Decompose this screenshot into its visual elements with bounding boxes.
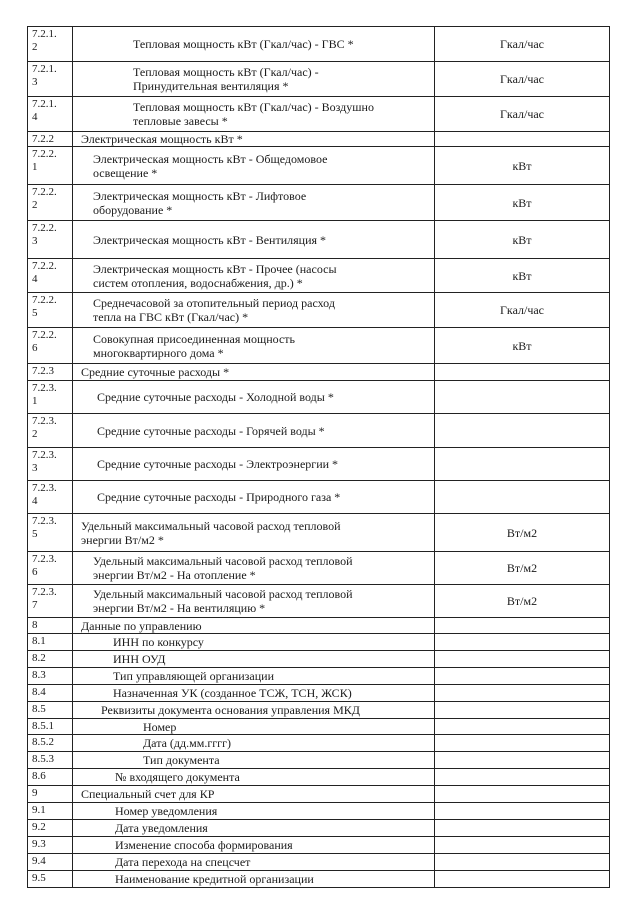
- row-unit: кВт: [435, 185, 610, 221]
- table-row: [28, 448, 610, 481]
- row-name: Средние суточные расходы - Холодной воды *: [73, 381, 435, 414]
- table-row: [28, 364, 610, 381]
- row-number: 9: [28, 786, 73, 803]
- row-unit: [435, 786, 610, 803]
- row-unit: кВт: [435, 147, 610, 185]
- table-row: [28, 871, 610, 888]
- table-row: [28, 837, 610, 854]
- row-unit: [435, 803, 610, 820]
- row-name: Дата перехода на спецсчет: [73, 854, 435, 871]
- row-name: Реквизиты документа основания управления МКД: [73, 702, 435, 719]
- row-name: Средние суточные расходы - Природного газа *: [73, 481, 435, 514]
- table-row: [28, 752, 610, 769]
- table-row: [28, 685, 610, 702]
- parameters-table: [27, 26, 610, 888]
- row-unit: [435, 854, 610, 871]
- row-number: 8.6: [28, 769, 73, 786]
- row-name: Электрическая мощность кВт - Прочее (насосы систем отопления, водоснабжения, др.) *: [73, 259, 435, 293]
- table-row: [28, 634, 610, 651]
- row-number: 7.2.2. 1: [28, 147, 73, 185]
- row-name: Тепловая мощность кВт (Гкал/час) - Воздушно тепловые завесы *: [73, 97, 435, 132]
- table-row: [28, 786, 610, 803]
- row-unit: [435, 381, 610, 414]
- row-number: 8.5.3: [28, 752, 73, 769]
- row-name: Специальный счет для КР: [73, 786, 435, 803]
- table-row: [28, 702, 610, 719]
- row-unit: Вт/м2: [435, 585, 610, 618]
- row-unit: кВт: [435, 221, 610, 259]
- row-number: 8.5.1: [28, 719, 73, 735]
- row-number: 8.3: [28, 668, 73, 685]
- table-row: [28, 803, 610, 820]
- row-unit: [435, 837, 610, 854]
- row-name: ИНН по конкурсу: [73, 634, 435, 651]
- row-number: 8.5: [28, 702, 73, 719]
- table-row: [28, 147, 610, 185]
- row-number: 9.5: [28, 871, 73, 888]
- row-number: 7.2.3. 4: [28, 481, 73, 514]
- row-unit: [435, 634, 610, 651]
- row-unit: Вт/м2: [435, 552, 610, 585]
- row-name: ИНН ОУД: [73, 651, 435, 668]
- row-number: 7.2.2. 2: [28, 185, 73, 221]
- row-unit: [435, 719, 610, 735]
- row-number: 9.2: [28, 820, 73, 837]
- row-number: 7.2.2. 5: [28, 293, 73, 328]
- row-unit: [435, 414, 610, 448]
- row-unit: Вт/м2: [435, 514, 610, 552]
- row-name: Средние суточные расходы - Горячей воды *: [73, 414, 435, 448]
- row-name: Тепловая мощность кВт (Гкал/час) - Принудительная вентиляция *: [73, 62, 435, 97]
- row-name: Номер: [73, 719, 435, 735]
- row-name: Дата (дд.мм.гггг): [73, 735, 435, 752]
- row-number: 8.1: [28, 634, 73, 651]
- row-number: 8.5.2: [28, 735, 73, 752]
- row-unit: [435, 871, 610, 888]
- row-unit: [435, 735, 610, 752]
- table-row: [28, 62, 610, 97]
- row-name: Тип управляющей организации: [73, 668, 435, 685]
- row-name: Удельный максимальный часовой расход тепловой энергии Вт/м2 - На вентиляцию *: [73, 585, 435, 618]
- row-unit: [435, 448, 610, 481]
- table-row: [28, 259, 610, 293]
- table-row: [28, 585, 610, 618]
- table-row: [28, 185, 610, 221]
- table-row: [28, 651, 610, 668]
- row-unit: [435, 132, 610, 147]
- table-row: [28, 97, 610, 132]
- row-number: 7.2.2. 6: [28, 328, 73, 364]
- row-number: 7.2.1. 2: [28, 27, 73, 62]
- row-name: Электрическая мощность кВт - Общедомовое освещение *: [73, 147, 435, 185]
- row-unit: [435, 364, 610, 381]
- table-row: [28, 735, 610, 752]
- row-unit: [435, 651, 610, 668]
- row-number: 9.3: [28, 837, 73, 854]
- row-unit: Гкал/час: [435, 27, 610, 62]
- table-row: [28, 514, 610, 552]
- table-row: [28, 618, 610, 634]
- row-number: 9.4: [28, 854, 73, 871]
- row-unit: [435, 820, 610, 837]
- table-body: [28, 27, 610, 888]
- row-name: Тип документа: [73, 752, 435, 769]
- table-row: [28, 132, 610, 147]
- row-name: Электрическая мощность кВт - Вентиляция *: [73, 221, 435, 259]
- row-number: 7.2.1. 3: [28, 62, 73, 97]
- row-unit: Гкал/час: [435, 97, 610, 132]
- row-name: Средние суточные расходы - Электроэнергии *: [73, 448, 435, 481]
- row-name: Дата уведомления: [73, 820, 435, 837]
- row-unit: [435, 702, 610, 719]
- table-row: [28, 381, 610, 414]
- table-row: [28, 414, 610, 448]
- row-unit: [435, 481, 610, 514]
- row-name: Номер уведомления: [73, 803, 435, 820]
- row-unit: кВт: [435, 328, 610, 364]
- row-number: 8.4: [28, 685, 73, 702]
- row-number: 9.1: [28, 803, 73, 820]
- table-row: [28, 221, 610, 259]
- row-unit: [435, 769, 610, 786]
- row-name: Изменение способа формирования: [73, 837, 435, 854]
- row-name: Назначенная УК (созданное ТСЖ, ТСН, ЖСК): [73, 685, 435, 702]
- table-row: [28, 27, 610, 62]
- row-number: 7.2.3: [28, 364, 73, 381]
- row-number: 7.2.3. 3: [28, 448, 73, 481]
- row-number: 7.2.3. 5: [28, 514, 73, 552]
- table-row: [28, 328, 610, 364]
- row-unit: [435, 668, 610, 685]
- row-name: Электрическая мощность кВт *: [73, 132, 435, 147]
- row-name: Данные по управлению: [73, 618, 435, 634]
- row-number: 7.2.2: [28, 132, 73, 147]
- row-name: Тепловая мощность кВт (Гкал/час) - ГВС *: [73, 27, 435, 62]
- row-number: 8: [28, 618, 73, 634]
- row-name: № входящего документа: [73, 769, 435, 786]
- row-name: Совокупная присоединенная мощность многоквартирного дома *: [73, 328, 435, 364]
- row-number: 7.2.3. 2: [28, 414, 73, 448]
- row-unit: [435, 685, 610, 702]
- row-name: Средние суточные расходы *: [73, 364, 435, 381]
- row-name: Наименование кредитной организации: [73, 871, 435, 888]
- row-unit: [435, 618, 610, 634]
- row-unit: [435, 752, 610, 769]
- table-row: [28, 481, 610, 514]
- row-unit: Гкал/час: [435, 293, 610, 328]
- row-number: 8.2: [28, 651, 73, 668]
- row-unit: Гкал/час: [435, 62, 610, 97]
- table-row: [28, 719, 610, 735]
- table-row: [28, 769, 610, 786]
- row-name: Электрическая мощность кВт - Лифтовое оборудование *: [73, 185, 435, 221]
- row-number: 7.2.2. 3: [28, 221, 73, 259]
- row-name: Удельный максимальный часовой расход тепловой энергии Вт/м2 *: [73, 514, 435, 552]
- row-number: 7.2.2. 4: [28, 259, 73, 293]
- row-name: Среднечасовой за отопительный период расход тепла на ГВС кВт (Гкал/час) *: [73, 293, 435, 328]
- row-number: 7.2.3. 7: [28, 585, 73, 618]
- table-row: [28, 552, 610, 585]
- row-unit: кВт: [435, 259, 610, 293]
- table-row: [28, 668, 610, 685]
- document-page: [27, 26, 609, 888]
- row-number: 7.2.3. 1: [28, 381, 73, 414]
- table-row: [28, 820, 610, 837]
- row-name: Удельный максимальный часовой расход тепловой энергии Вт/м2 - На отопление *: [73, 552, 435, 585]
- table-row: [28, 854, 610, 871]
- table-row: [28, 293, 610, 328]
- row-number: 7.2.3. 6: [28, 552, 73, 585]
- row-number: 7.2.1. 4: [28, 97, 73, 132]
